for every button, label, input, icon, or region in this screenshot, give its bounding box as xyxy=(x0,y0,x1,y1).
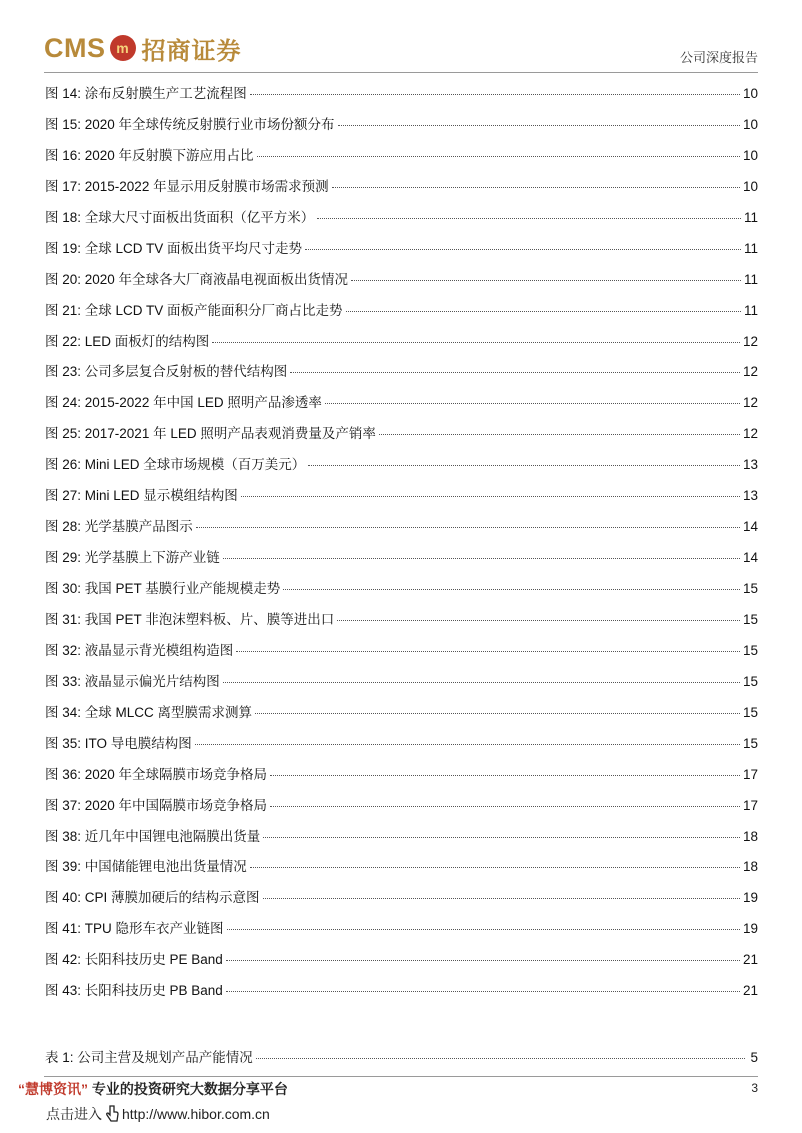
figure-toc-entry[interactable] xyxy=(45,82,758,113)
entry-page-number: 12 xyxy=(742,426,758,442)
page-number: 3 xyxy=(751,1081,758,1095)
figure-toc-entry[interactable] xyxy=(45,886,758,917)
entry-page-number: 15 xyxy=(742,611,758,627)
figure-toc-entry[interactable] xyxy=(45,113,758,144)
dot-leader xyxy=(195,744,740,745)
entry-label: 图 32: 液晶显示背光模组构造图 xyxy=(45,642,234,658)
figure-toc-entry[interactable] xyxy=(45,237,758,268)
entry-label: 图 17: 2015-2022 年显示用反射膜市场需求预测 xyxy=(45,178,329,194)
entry-page-number: 17 xyxy=(742,797,758,813)
watermark-slogan: 专业的投资研究大数据分享平台 xyxy=(91,1081,288,1097)
entry-page-number: 13 xyxy=(742,488,758,504)
dot-leader xyxy=(317,218,741,219)
entry-label: 图 21: 全球 LCD TV 面板产能面积分厂商占比走势 xyxy=(45,302,343,318)
footer-divider xyxy=(44,1076,758,1077)
figure-toc-entry[interactable] xyxy=(45,360,758,391)
entry-page-number: 15 xyxy=(742,642,758,658)
dot-leader xyxy=(308,465,740,466)
figure-toc-entry[interactable] xyxy=(45,608,758,639)
dot-leader xyxy=(305,249,741,250)
figure-toc-entry[interactable] xyxy=(45,825,758,856)
entry-page-number: 18 xyxy=(742,859,758,875)
entry-label: 图 22: LED 面板灯的结构图 xyxy=(45,333,210,349)
entry-page-number: 17 xyxy=(742,766,758,782)
figure-toc-entry[interactable] xyxy=(45,917,758,948)
entry-label: 图 28: 光学基膜产品图示 xyxy=(45,519,193,535)
entry-page-number: 19 xyxy=(742,890,758,906)
entry-label: 图 41: TPU 隐形车衣产业链图 xyxy=(45,921,224,937)
page-header xyxy=(0,0,802,78)
entry-page-number: 11 xyxy=(743,240,758,256)
entry-page-number: 11 xyxy=(743,302,758,318)
logo-emblem-icon: m xyxy=(110,35,136,61)
entry-label: 图 33: 液晶显示偏光片结构图 xyxy=(45,673,220,689)
watermark-brand: “慧博资讯” xyxy=(18,1081,88,1097)
figure-toc-entry[interactable] xyxy=(45,948,758,979)
entry-label: 图 38: 近几年中国锂电池隔膜出货量 xyxy=(45,828,261,844)
entry-page-number: 10 xyxy=(742,116,758,132)
table-list xyxy=(45,1046,758,1070)
figure-toc-entry[interactable] xyxy=(45,453,758,484)
header-divider xyxy=(44,72,758,73)
dot-leader xyxy=(256,1058,745,1059)
dot-leader xyxy=(332,187,740,188)
entry-label: 图 37: 2020 年中国隔膜市场竞争格局 xyxy=(45,797,268,813)
entry-page-number: 13 xyxy=(742,457,758,473)
entry-page-number: 14 xyxy=(742,519,758,535)
figure-toc-entry[interactable] xyxy=(45,175,758,206)
entry-label: 图 16: 2020 年反射膜下游应用占比 xyxy=(45,147,254,163)
dot-leader xyxy=(223,558,740,559)
entry-label: 图 15: 2020 年全球传统反射膜行业市场份额分布 xyxy=(45,116,335,132)
entry-page-number: 11 xyxy=(743,271,758,287)
dot-leader xyxy=(270,775,740,776)
entry-label: 图 25: 2017-2021 年 LED 照明产品表观消费量及产销率 xyxy=(45,426,376,442)
entry-label: 图 18: 全球大尺寸面板出货面积（亿平方米） xyxy=(45,209,315,225)
dot-leader xyxy=(270,806,740,807)
entry-label: 图 27: Mini LED 显示模组结构图 xyxy=(45,488,238,504)
dot-leader xyxy=(337,620,740,621)
dot-leader xyxy=(226,960,740,961)
table-toc-entry[interactable] xyxy=(45,1046,758,1070)
logo-text: CMS xyxy=(44,32,106,63)
figure-toc-entry[interactable] xyxy=(45,855,758,886)
dot-leader xyxy=(290,372,740,373)
dot-leader xyxy=(223,682,740,683)
figure-toc-entry[interactable] xyxy=(45,330,758,361)
dot-leader xyxy=(250,867,740,868)
watermark-line xyxy=(18,1079,288,1099)
figure-toc-entry[interactable] xyxy=(45,794,758,825)
dot-leader xyxy=(257,156,740,157)
dot-leader xyxy=(241,496,740,497)
figure-toc-entry[interactable] xyxy=(45,732,758,763)
dot-leader xyxy=(263,837,740,838)
dot-leader xyxy=(351,280,741,281)
entry-page-number: 12 xyxy=(742,364,758,380)
dot-leader xyxy=(250,94,740,95)
dot-leader xyxy=(212,342,740,343)
dot-leader xyxy=(263,898,740,899)
watermark-url[interactable]: http://www.hibor.com.cn xyxy=(122,1106,270,1122)
entry-label: 图 31: 我国 PET 非泡沫塑料板、片、膜等进出口 xyxy=(45,611,335,627)
entry-label: 图 35: ITO 导电膜结构图 xyxy=(45,735,192,751)
entry-page-number: 15 xyxy=(742,673,758,689)
figure-toc-entry[interactable] xyxy=(45,391,758,422)
company-logo xyxy=(44,30,242,66)
entry-label: 图 29: 光学基膜上下游产业链 xyxy=(45,550,220,566)
watermark-link[interactable] xyxy=(46,1104,270,1124)
figure-toc-entry[interactable] xyxy=(45,299,758,330)
figure-toc-entry[interactable] xyxy=(45,422,758,453)
figure-toc-entry[interactable] xyxy=(45,515,758,546)
pointer-hand-icon xyxy=(105,1105,119,1123)
entry-label: 图 34: 全球 MLCC 离型膜需求测算 xyxy=(45,704,253,720)
entry-label: 图 42: 长阳科技历史 PE Band xyxy=(45,952,223,968)
entry-page-number: 11 xyxy=(743,209,758,225)
entry-page-number: 15 xyxy=(742,581,758,596)
dot-leader xyxy=(226,991,740,992)
entry-label: 图 14: 涂布反射膜生产工艺流程图 xyxy=(45,86,247,101)
entry-page-number: 18 xyxy=(742,828,758,844)
entry-page-number: 10 xyxy=(742,147,758,163)
figure-list xyxy=(45,82,758,1010)
entry-page-number: 10 xyxy=(742,178,758,194)
figure-toc-entry[interactable] xyxy=(45,670,758,701)
entry-label: 图 30: 我国 PET 基膜行业产能规模走势 xyxy=(45,581,281,596)
entry-page-number: 21 xyxy=(742,983,758,999)
entry-label: 图 40: CPI 薄膜加硬后的结构示意图 xyxy=(45,890,260,906)
dot-leader xyxy=(338,125,740,126)
entry-page-number: 14 xyxy=(742,550,758,566)
figure-toc-entry[interactable] xyxy=(45,206,758,237)
dot-leader xyxy=(283,589,740,590)
entry-label: 图 23: 公司多层复合反射板的替代结构图 xyxy=(45,364,288,380)
figure-toc-entry[interactable] xyxy=(45,701,758,732)
figure-toc-entry[interactable] xyxy=(45,763,758,794)
entry-label: 图 36: 2020 年全球隔膜市场竞争格局 xyxy=(45,766,268,782)
entry-label: 图 26: Mini LED 全球市场规模（百万美元） xyxy=(45,457,306,473)
entry-label: 图 24: 2015-2022 年中国 LED 照明产品渗透率 xyxy=(45,395,322,411)
dot-leader xyxy=(346,311,741,312)
entry-label: 图 39: 中国储能锂电池出货量情况 xyxy=(45,859,247,875)
report-type: 公司深度报告 xyxy=(679,50,758,65)
dot-leader xyxy=(227,929,740,930)
figure-toc-entry[interactable] xyxy=(45,484,758,515)
dot-leader xyxy=(379,434,740,435)
watermark-prefix: 点击进入 xyxy=(46,1106,102,1122)
dot-leader xyxy=(196,527,740,528)
entry-label: 图 43: 长阳科技历史 PB Band xyxy=(45,983,223,999)
dot-leader xyxy=(236,651,740,652)
entry-page-number: 15 xyxy=(742,704,758,720)
figure-toc-entry[interactable] xyxy=(45,577,758,608)
entry-page-number: 5 xyxy=(750,1050,758,1065)
entry-label: 图 19: 全球 LCD TV 面板出货平均尺寸走势 xyxy=(45,240,303,256)
entry-page-number: 12 xyxy=(742,333,758,349)
figure-toc-entry[interactable] xyxy=(45,268,758,299)
dot-leader xyxy=(325,403,740,404)
figure-toc-entry[interactable] xyxy=(45,546,758,577)
entry-page-number: 12 xyxy=(742,395,758,411)
entry-page-number: 10 xyxy=(742,86,758,101)
figure-toc-entry[interactable] xyxy=(45,639,758,670)
entry-page-number: 15 xyxy=(742,735,758,751)
entry-page-number: 19 xyxy=(742,921,758,937)
entry-label: 表 1: 公司主营及规划产品产能情况 xyxy=(45,1050,253,1065)
dot-leader xyxy=(255,713,740,714)
figure-toc-entry[interactable] xyxy=(45,979,758,1010)
company-name: 招商证券 xyxy=(141,35,242,65)
figure-toc-entry[interactable] xyxy=(45,144,758,175)
entry-label: 图 20: 2020 年全球各大厂商液晶电视面板出货情况 xyxy=(45,271,349,287)
entry-page-number: 21 xyxy=(742,952,758,968)
